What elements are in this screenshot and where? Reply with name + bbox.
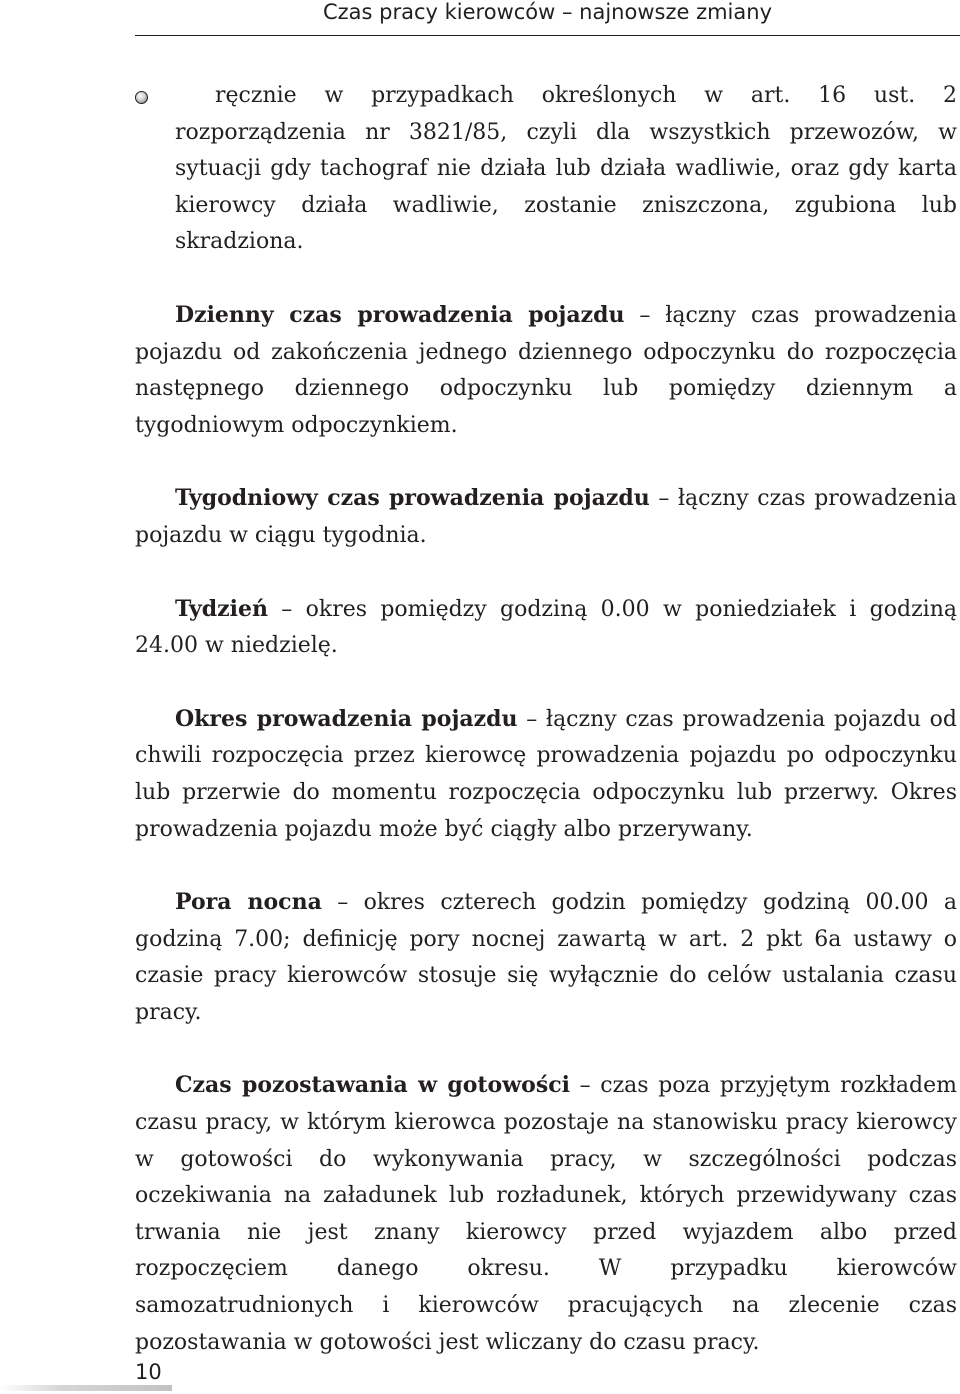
definition-paragraph	[135, 591, 957, 665]
running-header-title: Czas pracy kierowców – najnowsze zmiany	[322, 0, 772, 24]
definition-paragraph	[135, 297, 957, 444]
definition-body: – łączny czas prowadzenia pojazdu od chwili rozpoczęcia przez kierowcę prowadzenia pojazdu po odpoczynku lub przerwie do momentu rozpoczęcia odpoczynku lub przerwy. Okres prowadzenia pojazdu może być ciągły albo przerywany.	[135, 706, 958, 842]
definition-body: – łączny czas prowadzenia pojazdu od zakończenia jednego dziennego odpoczynku do rozpoczęcia następnego dziennego odpoczynku lub pomiędzy dziennym a tygodniowym odpoczynkiem.	[135, 302, 958, 438]
definition-term: Okres prowadzenia pojazdu	[175, 705, 518, 732]
definition-paragraph	[135, 701, 957, 848]
definition-paragraph	[135, 480, 957, 554]
definition-term: Tydzień	[175, 595, 268, 622]
bullet-circle-icon	[135, 91, 148, 104]
definition-body: – okres czterech godzin pomiędzy godziną 00.00 a godziną 7.00; definicję pory nocnej zawartą w art. 2 pkt 6a ustawy o czasie pracy kierowców stosuje się wyłącznie do celów ustalania czasu pracy.	[135, 890, 957, 1025]
page-content	[135, 78, 957, 1361]
definition-term: Dzienny czas prowadzenia pojazdu	[175, 301, 625, 328]
definition-body: – łączny czas prowadzenia pojazdu w ciągu tygodnia.	[135, 486, 957, 548]
definition-term: Czas pozostawania w gotowości	[175, 1072, 570, 1099]
running-header	[135, 0, 960, 36]
definition-term: Tygodniowy czas prowadzenia pojazdu	[175, 485, 650, 512]
definition-paragraph	[135, 1067, 957, 1361]
definition-term: Pora nocna	[175, 889, 322, 916]
bullet-item	[135, 78, 957, 261]
definition-body: – okres pomiędzy godziną 0.00 w poniedziałek i godziną 24.00 w niedzielę.	[135, 596, 957, 659]
page-number: 10	[135, 1360, 162, 1384]
page-footer-rule	[0, 1385, 172, 1391]
definition-paragraph	[135, 884, 957, 1031]
bullet-item-text: ręcznie w przypadkach określonych w art. 16 ust. 2 rozporządzenia nr 3821/85, czyli dla wszystkich przewozów, w sytuacji gdy tachograf nie działa lub działa wadliwie, oraz gdy karta kierowcy działa wadliwie, zostanie zniszczona, zgubiona lub skradziona.	[175, 83, 957, 255]
definition-body: – czas poza przyjętym rozkładem czasu pracy, w którym kierowca pozostaje na stanowisku pracy kierowcy w gotowości do wykonywania pracy, w szczególności podczas oczekiwania na załadunek lub rozładunek, których przewidywany czas trwania nie jest znany kierowcy przed wyjazdem albo przed rozpoczęciem danego okresu. W przypadku kierowców samozatrudnionych i kierowców pracujących na zlecenie czas pozostawania w gotowości jest wliczany do czasu pracy.	[135, 1073, 957, 1355]
